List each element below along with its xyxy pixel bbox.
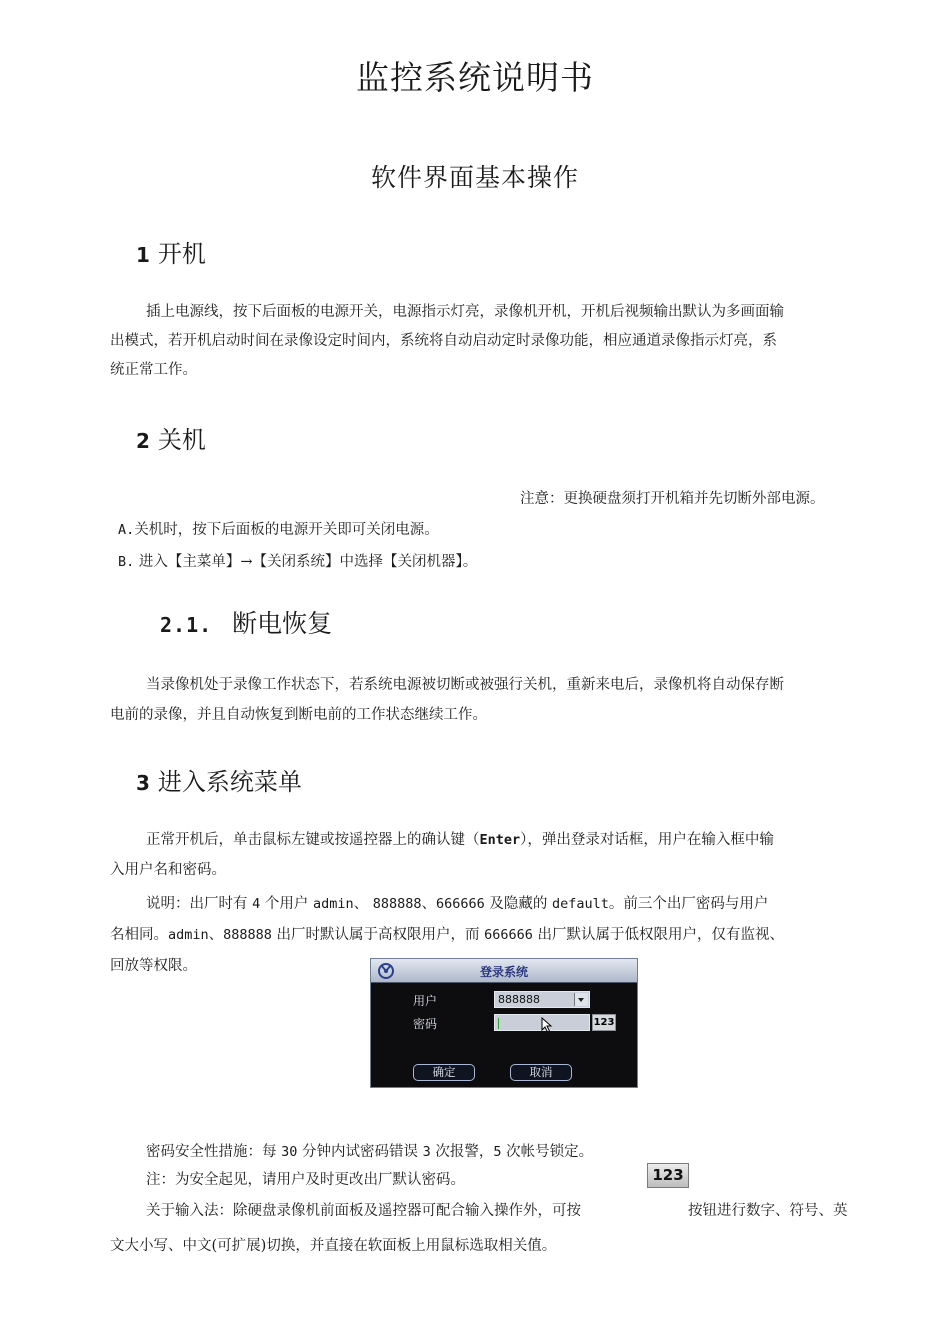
text-run: admin	[312, 896, 354, 912]
user-select[interactable]	[494, 991, 590, 1008]
ok-button[interactable]: 确定	[413, 1064, 475, 1081]
paragraph-input-method-cont: 按钮进行数字、符号、英	[688, 1203, 848, 1219]
text-run: 名相同。	[110, 927, 168, 943]
login-dialog-screenshot	[370, 958, 638, 1088]
chevron-down-icon[interactable]	[574, 993, 588, 1006]
paragraph-line: 出模式，若开机启动时间在录像设定时间内，系统将自动启动定时录像功能，相应通道录像指示灯亮，系	[110, 333, 777, 349]
paragraph-line	[110, 925, 784, 956]
paragraph-line: 入用户名和密码。	[110, 862, 226, 878]
section-heading-power-on	[136, 234, 206, 269]
section-title: 进入系统菜单	[157, 768, 302, 796]
text-run: 出厂默认属于低权限用户，仅有监视、	[532, 927, 785, 943]
document-title: 监控系统说明书	[356, 58, 594, 97]
text-run: 、	[208, 927, 224, 943]
section-heading-system-menu	[136, 762, 302, 797]
list-text: 进入【主菜单】→【关闭系统】中选择【关闭机器】。	[138, 554, 478, 570]
list-marker: B.	[118, 554, 135, 570]
text-run: 密码安全性措施：每	[146, 1144, 282, 1160]
text-run: 及隐藏的	[484, 896, 552, 912]
paragraph-line: 回放等权限。	[110, 958, 197, 974]
paragraph-line	[110, 894, 784, 925]
cancel-button[interactable]: 取消	[510, 1064, 572, 1081]
text-run: 888888	[372, 896, 422, 912]
text-run: 次帐号锁定。	[501, 1144, 594, 1160]
text-run: admin	[168, 927, 209, 943]
list-item-b	[118, 552, 477, 572]
dialog-title-bar	[371, 959, 637, 983]
ime-switch-button[interactable]: 123	[592, 1014, 616, 1031]
text-run: 、	[353, 896, 373, 912]
password-label: 密码	[413, 1017, 438, 1031]
text-run: 、	[421, 896, 436, 912]
text-run: 个用户	[260, 896, 313, 912]
document-subtitle: 软件界面基本操作	[370, 163, 579, 192]
text-run: 3	[422, 1144, 431, 1160]
subsection-heading-power-recovery	[160, 604, 332, 640]
text-run: 说明：出厂时有	[146, 896, 253, 912]
section-title: 断电恢复	[232, 609, 333, 638]
text-run: 正常开机后，单击鼠标左键或按遥控器上的确认键（	[146, 832, 480, 848]
paragraph-security-note: 注：为安全起见，请用户及时更改出厂默认密码。	[146, 1172, 465, 1188]
paragraph-power-recovery	[110, 675, 784, 735]
text-run: 。前三个出厂密码与用户	[608, 896, 769, 912]
list-text: 关机时，按下后面板的电源开关即可关闭电源。	[134, 522, 439, 538]
text-run: 666666	[484, 927, 533, 943]
text-run: default	[552, 896, 609, 912]
paragraph-power-on	[110, 302, 784, 389]
paragraph-line: 当录像机处于录像工作状态下，若系统电源被切断或被强行关机，重新来电后，录像机将自动保存断	[146, 677, 784, 693]
paragraph-password-security	[146, 1142, 593, 1162]
text-run: 4	[252, 896, 261, 912]
list-item-a	[118, 520, 439, 540]
text-run: 888888	[223, 927, 272, 943]
dialog-title: 登录系统	[479, 965, 528, 979]
paragraph-line: 电前的录像，并且自动恢复到断电前的工作状态继续工作。	[110, 707, 487, 723]
section-number: 3	[136, 771, 150, 795]
paragraph-login-intro	[110, 830, 774, 890]
text-cursor	[498, 1018, 499, 1029]
text-run: 出厂时默认属于高权限用户，而	[271, 927, 485, 943]
section-heading-power-off	[136, 420, 206, 455]
paragraph-line	[110, 830, 774, 860]
text-run: 分钟内试密码错误	[297, 1144, 423, 1160]
section-number: 2.1.	[160, 613, 213, 637]
section-number: 2	[136, 429, 150, 453]
paragraph-line: 统正常工作。	[110, 362, 197, 378]
text-run: 次报警，	[430, 1144, 494, 1160]
text-run: ），弹出登录对话框，用户在输入框中输	[520, 832, 774, 848]
section-title: 关机	[157, 426, 206, 454]
enter-key-label: Enter	[479, 832, 521, 848]
text-run: 5	[493, 1144, 502, 1160]
note-text: 注意：更换硬盘须打开机箱并先切断外部电源。	[520, 491, 825, 507]
user-select-value: 888888	[498, 993, 540, 1006]
text-run: 666666	[436, 896, 485, 912]
list-marker: A.	[118, 522, 135, 538]
paragraph-input-method: 关于输入法：除硬盘录像机前面板及遥控器可配合输入操作外，可按	[146, 1203, 581, 1219]
paragraph-line: 插上电源线，按下后面板的电源开关，电源指示灯亮，录像机开机，开机后视频输出默认为多画面输	[146, 304, 784, 320]
mouse-pointer-icon	[541, 1017, 553, 1033]
section-number: 1	[136, 243, 150, 267]
ime-button-icon: 123	[647, 1163, 689, 1188]
user-label: 用户	[413, 994, 438, 1008]
section-title: 开机	[157, 240, 206, 268]
paragraph-input-method-line2: 文大小写、中文(可扩展)切换，并直接在软面板上用鼠标选取相关值。	[110, 1238, 557, 1254]
text-run: 30	[281, 1144, 298, 1160]
